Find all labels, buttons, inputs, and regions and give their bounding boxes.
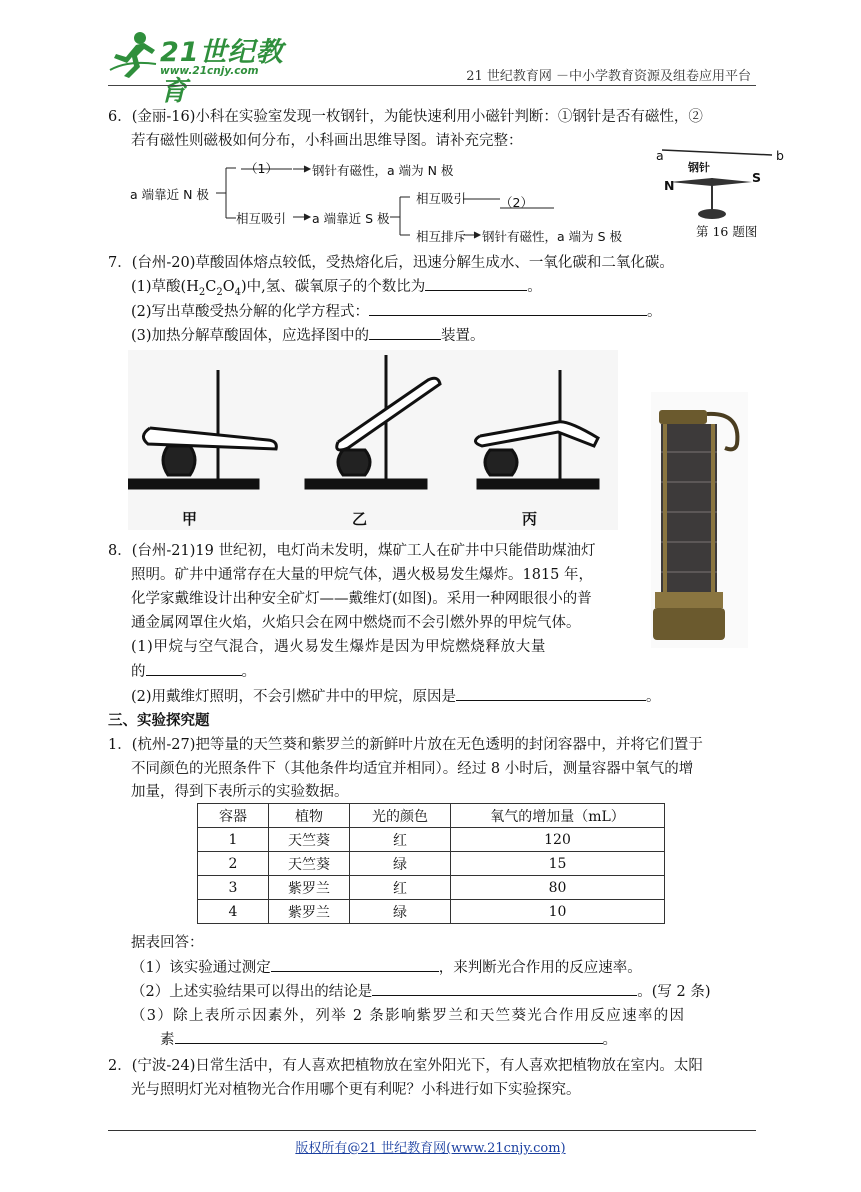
q8-line4: 通金属网罩住火焰，火焰只会在网中燃烧而不会引燃外界的甲烷气体。	[131, 615, 581, 631]
header-divider	[108, 85, 756, 86]
q7-part1: (1)草酸$(H_2C_2O_4)$中,氢、碳氧原子的个数比为 。	[131, 276, 542, 304]
e1-blank3[interactable]	[175, 1029, 603, 1044]
table-row	[198, 900, 665, 924]
table-cell: 1	[198, 828, 269, 852]
e1-q3-line2: 素 。	[160, 1029, 617, 1051]
e1-q3-line1: （3）除上表所示因素外，列举 2 条影响紫罗兰和天竺葵光合作用反应速率的因	[131, 1008, 686, 1024]
table-cell: 2	[198, 852, 269, 876]
e1-answer-intro: 据表回答：	[131, 935, 204, 951]
davy-lamp-photo	[651, 392, 748, 648]
q8-part1: (1)甲烷与空气混合，遇火易发生爆炸是因为甲烷燃烧释放大量	[131, 639, 546, 655]
table-header-cell: 容器	[198, 804, 269, 828]
magnet-s-pole: S	[752, 170, 762, 185]
needle-end-b: b	[776, 148, 784, 163]
table-cell: 天竺葵	[269, 828, 350, 852]
table-cell: 10	[451, 900, 665, 924]
apparatus-drawing	[128, 350, 618, 530]
q6-compass-figure	[652, 142, 792, 242]
mindmap-blank2: （2）	[500, 195, 533, 210]
apparatus-label-jia: 甲	[182, 510, 198, 528]
q7-part2: (2)写出草酸受热分解的化学方程式： 。	[131, 301, 662, 323]
table-cell: 紫罗兰	[269, 900, 350, 924]
needle-end-a: a	[656, 148, 664, 163]
footer-copyright-link[interactable]: 版权所有@21 世纪教育网(www.21cnjy.com)	[295, 1141, 566, 1156]
table-cell: 红	[350, 828, 451, 852]
q8-blank2[interactable]	[456, 686, 646, 701]
table-cell: 80	[451, 876, 665, 900]
q6-line2: 若有磁性则磁极如何分布，小科画出思维导图。请补充完整：	[131, 133, 523, 149]
q8-blank1[interactable]	[146, 661, 242, 676]
table-header-cell: 植物	[269, 804, 350, 828]
figure-caption: 第 16 题图	[696, 224, 758, 239]
table-cell: 15	[451, 852, 665, 876]
table-cell: 红	[350, 876, 451, 900]
q6-line1: 6．(金丽-16)小科在实验室发现一枚钢针，为能快速利用小磁针判断：①钢针是否有磁性，②	[108, 109, 703, 125]
magnet-n-pole: N	[664, 178, 675, 193]
section3-title: 三、实验探究题	[108, 713, 210, 729]
apparatus-label-bing: 丙	[522, 510, 538, 528]
q7-line1: 7．(台州-20)草酸固体熔点较低，受热熔化后，迅速分解生成水、一氧化碳和二氧化碳。	[108, 255, 674, 271]
table-cell: 3	[198, 876, 269, 900]
q8-part1-cont: 的 。	[131, 661, 256, 683]
q8-line1: 8．(台州-21)19 世纪初，电灯尚未发明，煤矿工人在矿井中只能借助煤油灯	[108, 543, 596, 559]
mindmap-root: a 端靠近 N 极	[130, 187, 209, 202]
e2-line2: 光与照明灯光对植物光合作用哪个更有利呢？小科进行如下实验探究。	[131, 1082, 581, 1098]
needle-label: 钢针	[688, 161, 710, 174]
apparatus-label-yi: 乙	[352, 510, 368, 528]
table-cell: 4	[198, 900, 269, 924]
davy-lamp-drawing	[651, 392, 748, 648]
e1-line1: 1．(杭州-27)把等量的天竺葵和紫罗兰的新鲜叶片放在无色透明的封闭容器中，并将它们置于	[108, 737, 703, 753]
table-cell: 紫罗兰	[269, 876, 350, 900]
q8-line3: 化学家戴维设计出种安全矿灯——戴维灯(如图)。采用一种网眼很小的普	[131, 591, 592, 607]
e1-q1: （1）该实验通过测定 ，来判断光合作用的反应速率。	[131, 957, 642, 979]
mindmap-blank1: （1）	[245, 161, 278, 176]
header-site-name: 21 世纪教育网 －中小学教育资源及组卷应用平台	[466, 69, 751, 84]
table-row	[198, 828, 665, 852]
mindmap-result1: 钢针有磁性，a 端为 N 极	[312, 163, 454, 178]
table-header-cell: 光的颜色	[350, 804, 451, 828]
table-header-row	[198, 804, 665, 828]
q7-blank2[interactable]	[369, 301, 647, 316]
e1-line2: 不同颜色的光照条件下（其他条件均适宜并相同）。经过 8 小时后，测量容器中氧气的增	[131, 761, 694, 777]
q8-part2: (2)用戴维灯照明，不会引燃矿井中的甲烷，原因是 。	[131, 686, 661, 708]
e1-blank2[interactable]	[372, 981, 637, 996]
q8-line2: 照明。矿井中通常存在大量的甲烷气体，遇火极易发生爆炸。1815 年，	[131, 567, 594, 583]
mindmap-repel: 相互排斥	[416, 229, 467, 244]
table-row	[198, 876, 665, 900]
logo-text: 21世纪教育	[160, 37, 284, 107]
e1-line3: 加量，得到下表所示的实验数据。	[131, 784, 349, 800]
mindmap-step2: a 端靠近 S 极	[312, 211, 390, 226]
runner-icon	[108, 30, 158, 80]
logo-url: www.21cnjy.com	[160, 65, 259, 77]
site-logo	[108, 26, 298, 107]
table-header-cell: 氧气的增加量（mL）	[451, 804, 665, 828]
q7-apparatus-figure	[128, 350, 618, 530]
table-cell: 120	[451, 828, 665, 852]
footer-divider	[108, 1130, 756, 1131]
table-row	[198, 852, 665, 876]
mindmap-attract: 相互吸引	[236, 211, 287, 226]
mindmap-result2: 钢针有磁性，a 端为 S 极	[482, 229, 623, 244]
e2-line1: 2．(宁波-24)日常生活中，有人喜欢把植物放在室外阳光下，有人喜欢把植物放在室内。太阳	[108, 1058, 703, 1074]
mindmap-attract2: 相互吸引	[416, 191, 467, 206]
table-cell: 天竺葵	[269, 852, 350, 876]
e1-blank1[interactable]	[271, 957, 439, 972]
q7-blank1[interactable]	[425, 276, 527, 291]
q7-blank3[interactable]	[369, 325, 441, 340]
table-cell: 绿	[350, 900, 451, 924]
q6-mindmap	[128, 155, 648, 247]
e1-q2: （2）上述实验结果可以得出的结论是 。(写 2 条)	[131, 981, 711, 1003]
q7-part3: (3)加热分解草酸固体，应选择图中的 装置。	[131, 325, 485, 347]
e1-data-table	[197, 803, 665, 924]
table-cell: 绿	[350, 852, 451, 876]
